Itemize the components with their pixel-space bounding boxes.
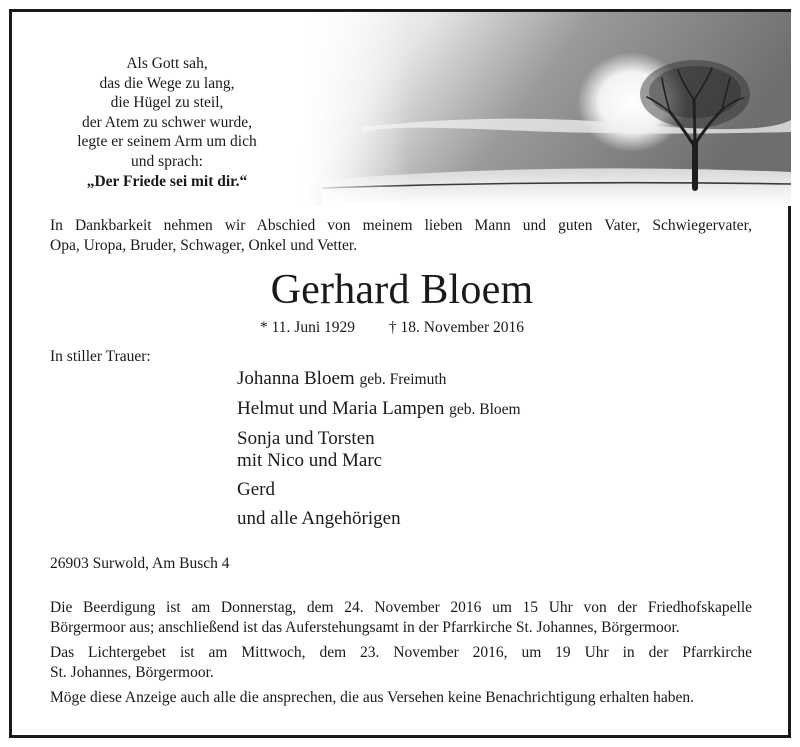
mourner-name: Johanna Bloem <box>237 368 355 389</box>
mourner-name: Helmut und Maria Lampen <box>237 398 445 419</box>
notices <box>50 598 752 713</box>
mourner-entry <box>237 479 521 501</box>
poem-line: die Hügel zu steil, <box>110 94 224 112</box>
mourner-name: und alle Angehörigen <box>237 508 401 529</box>
mourner-sub: mit Nico und Marc <box>237 450 383 471</box>
mourning-label: In stiller Trauer: <box>50 348 151 365</box>
funeral-notice <box>50 598 752 638</box>
mourner-note: geb. Freimuth <box>359 371 447 388</box>
birth-date: * 11. Juni 1929 <box>260 319 356 336</box>
tree-landscape-image <box>302 12 791 206</box>
intro-text <box>50 216 752 256</box>
mourner-entry <box>237 398 521 421</box>
poem <box>52 54 282 191</box>
mourner-entry <box>237 428 521 472</box>
notice-line: Börgermoor aus; anschließend ist das Auferstehungsamt in der Pfarrkirche St. Johannes, Börgermoor. <box>50 619 680 636</box>
intro-line: In Dankbarkeit nehmen wir Abschied von meinem lieben Mann und guten Vater, Schwiegervater, <box>50 217 752 234</box>
obituary-frame <box>9 9 791 738</box>
mourner-entry <box>237 508 521 530</box>
mourner-name: Sonja und Torsten <box>237 428 375 449</box>
notice-line: Möge diese Anzeige auch alle die ansprechen, die aus Versehen keine Benachrichtigung erhalten haben. <box>50 689 694 706</box>
deceased-name: Gerhard Bloem <box>270 267 534 313</box>
mourner-entry <box>237 368 521 391</box>
poem-line: und sprach: <box>131 152 203 170</box>
closing-notice <box>50 688 752 708</box>
notice-line: St. Johannes, Börgermoor. <box>50 664 214 681</box>
intro-line: Opa, Uropa, Bruder, Schwager, Onkel und Vetter. <box>50 237 358 254</box>
address: 26903 Surwold, Am Busch 4 <box>50 555 230 572</box>
mourner-name: Gerd <box>237 479 275 500</box>
life-dates <box>260 319 524 337</box>
poem-line: Als Gott sah, <box>126 55 208 72</box>
poem-line: legte er seinem Arm um dich <box>77 133 257 151</box>
prayer-notice <box>50 643 752 683</box>
poem-line: das die Wege zu lang, <box>99 74 235 92</box>
death-date: † 18. November 2016 <box>388 319 525 336</box>
mourners-list <box>237 368 521 537</box>
notice-line: Das Lichtergebet ist am Mittwoch, dem 23. November 2016, um 19 Uhr in der Pfarrkirche <box>50 644 752 661</box>
notice-line: Die Beerdigung ist am Donnerstag, dem 24. November 2016 um 15 Uhr von der Friedhofskapelle <box>50 599 752 616</box>
mourner-note: geb. Bloem <box>449 401 521 418</box>
poem-quote: „Der Friede sei mit dir.“ <box>86 172 248 190</box>
poem-line: der Atem zu schwer wurde, <box>81 113 252 131</box>
